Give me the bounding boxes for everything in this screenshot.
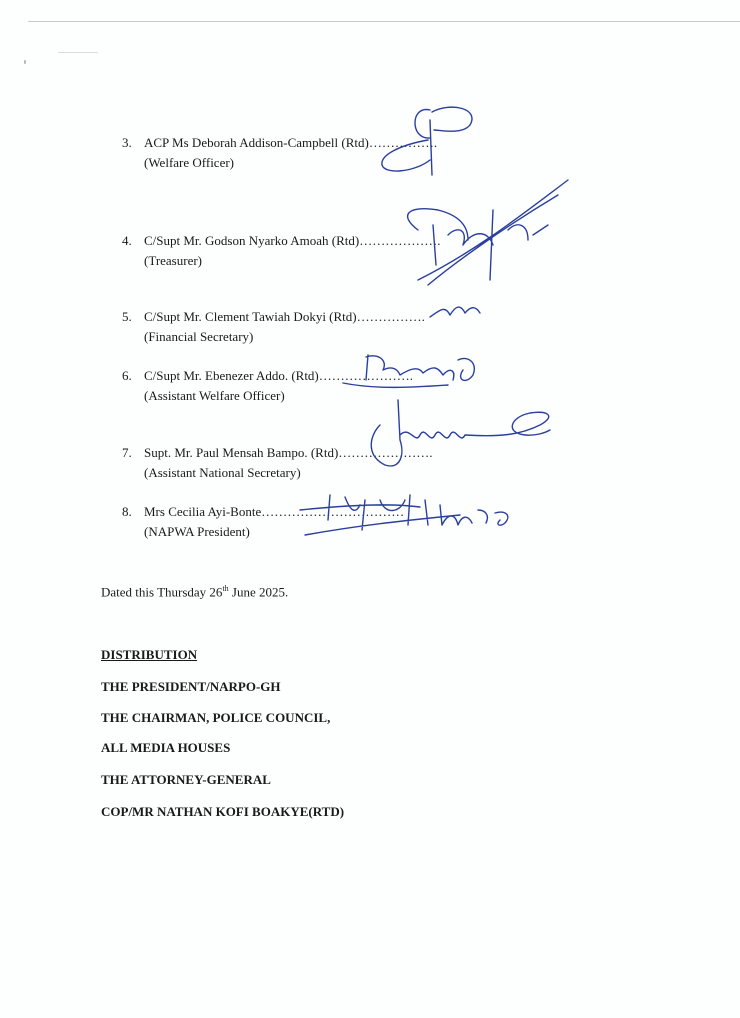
entry-role: (Assistant National Secretary) xyxy=(144,465,301,480)
signatory-entry xyxy=(122,307,425,347)
entry-role: (Assistant Welfare Officer) xyxy=(144,388,285,403)
entry-role: (Financial Secretary) xyxy=(144,329,254,344)
entry-name: C/Supt Mr. Ebenezer Addo. (Rtd)…………………. xyxy=(144,368,414,383)
distribution-item: THE CHAIRMAN, POLICE COUNCIL, xyxy=(101,710,331,725)
entry-role: (Treasurer) xyxy=(144,253,202,268)
dated-prefix: Dated this Thursday 26 xyxy=(101,584,223,600)
dated-rest: June 2025. xyxy=(228,584,289,600)
entry-name: C/Supt Mr. Godson Nyarko Amoah (Rtd)………………. xyxy=(144,233,441,248)
entry-role: (NAPWA President) xyxy=(144,524,250,539)
dated-ordinal: th xyxy=(222,584,229,593)
top-rule xyxy=(28,21,740,22)
signature-amoah xyxy=(378,170,578,290)
entry-name: Supt. Mr. Paul Mensah Bampo. (Rtd)…………………. xyxy=(144,445,433,460)
signature-ayi-bonte xyxy=(290,485,520,545)
entry-number: 7. xyxy=(122,445,132,460)
entry-name: Mrs Cecilia Ayi-Bonte…………………………… xyxy=(144,504,405,519)
scan-speck xyxy=(24,60,26,64)
entry-role: (Welfare Officer) xyxy=(144,155,235,170)
entry-number: 3. xyxy=(122,135,132,150)
signature-bampo xyxy=(360,395,560,485)
distribution-heading: DISTRIBUTION xyxy=(101,647,198,662)
entry-number: 5. xyxy=(122,309,132,324)
entry-number: 6. xyxy=(122,368,132,383)
entry-number: 4. xyxy=(122,233,132,248)
entry-name: C/Supt Mr. Clement Tawiah Dokyi (Rtd)……………. xyxy=(144,309,425,324)
scan-speck xyxy=(58,52,98,53)
distribution-item: ALL MEDIA HOUSES xyxy=(101,740,231,755)
entry-name: ACP Ms Deborah Addison-Campbell (Rtd)……………. xyxy=(144,135,438,150)
dated-line xyxy=(101,584,288,600)
distribution-item: THE ATTORNEY-GENERAL xyxy=(101,772,271,787)
entry-number: 8. xyxy=(122,504,132,519)
signature-dokyi xyxy=(420,295,490,325)
distribution-item: THE PRESIDENT/NARPO-GH xyxy=(101,679,281,694)
distribution-item: COP/MR NATHAN KOFI BOAKYE(RTD) xyxy=(101,804,345,819)
signature-addo xyxy=(338,345,488,400)
